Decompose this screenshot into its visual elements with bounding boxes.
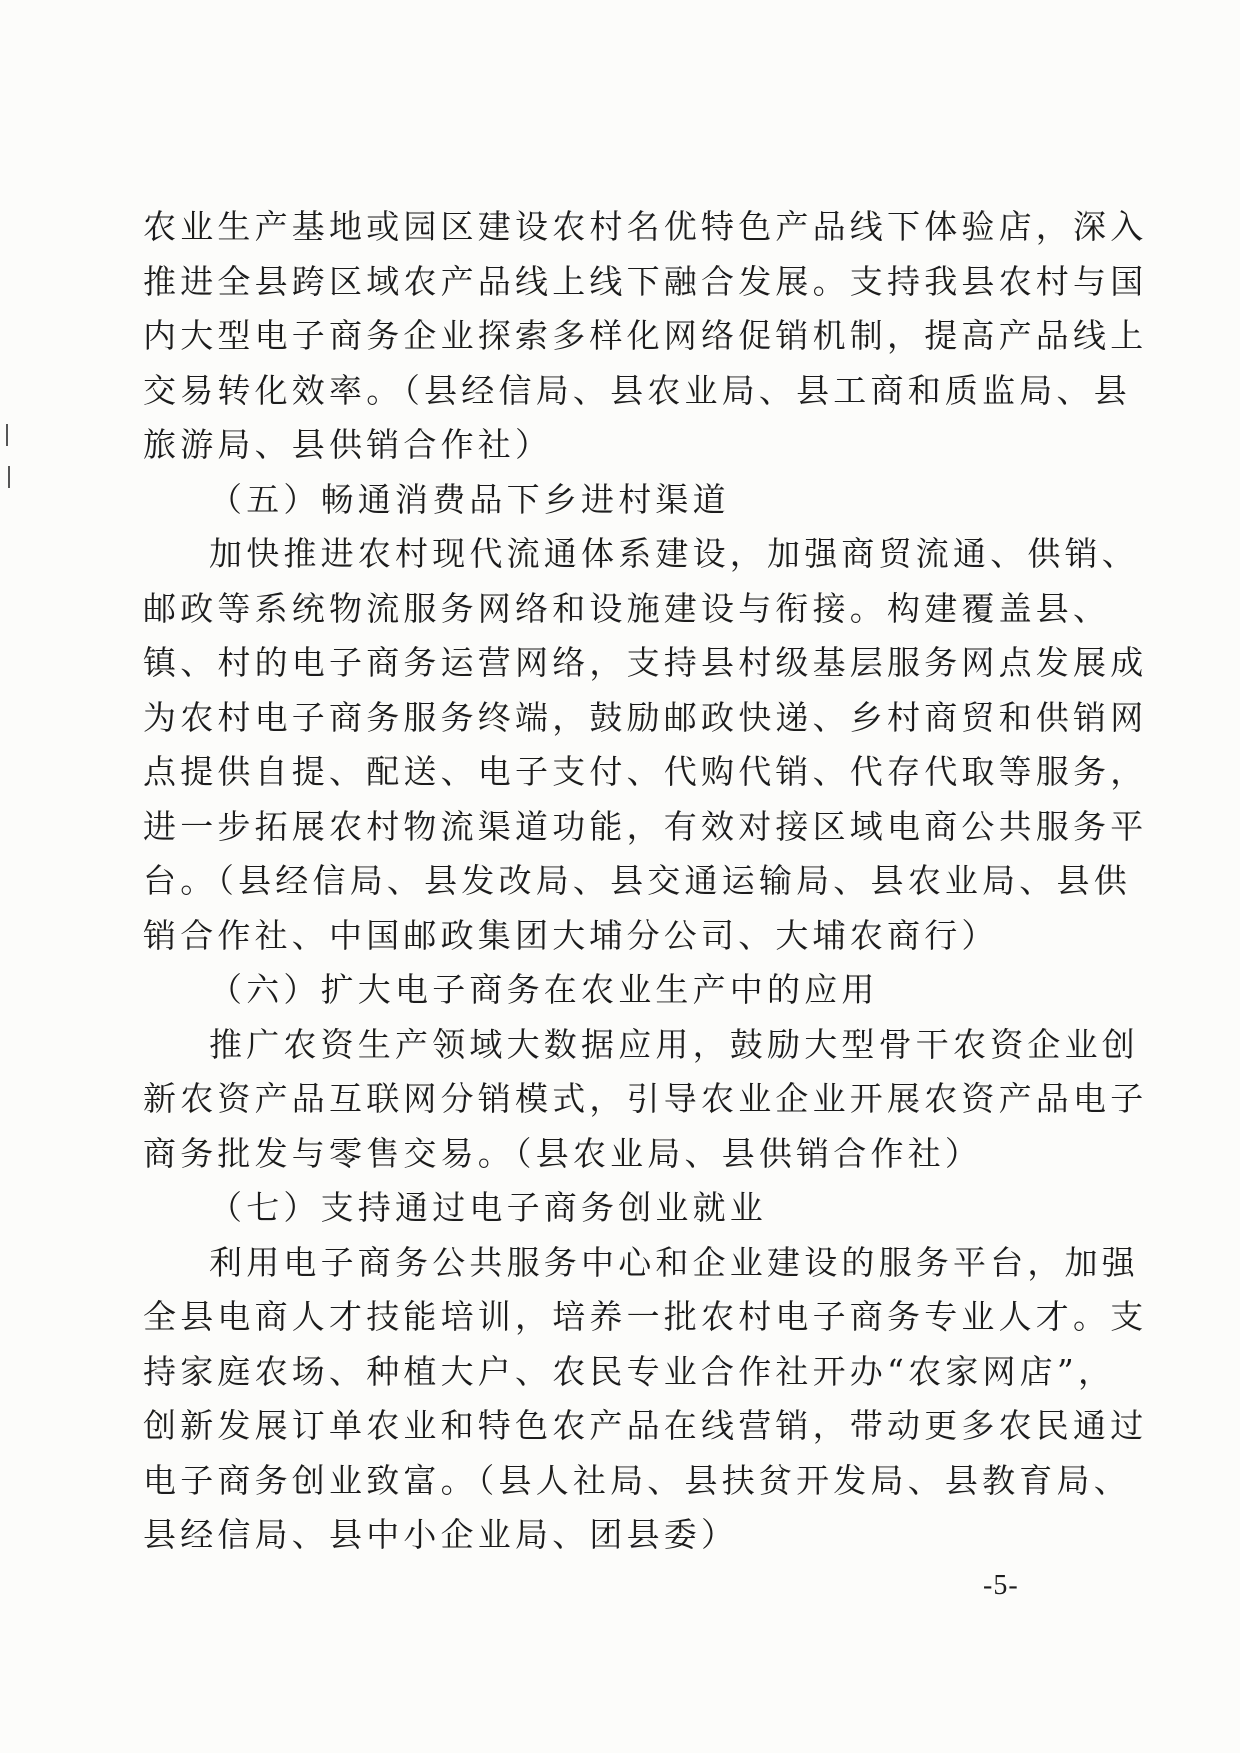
text-line: 销合作社、中国邮政集团大埔分公司、大埔农商行） — [143, 915, 999, 955]
text-line: 农业生产基地或园区建设农村名优特色产品线下体验店，深入 — [143, 207, 1148, 246]
section-heading: （七）支持通过电子商务创业就业 — [209, 1188, 767, 1227]
paragraph-first-line: 利用电子商务公共服务中心和企业建设的服务平台，加强 — [209, 1242, 1139, 1282]
text-line: 全县电商人才技能培训，培养一批农村电子商务专业人才。支 — [143, 1297, 1148, 1336]
text-line: 镇、村的电子商务运营网络，支持县村级基层服务网点发展成 — [143, 643, 1148, 682]
paragraph-first-line: 推广农资生产领域大数据应用，鼓励大型骨干农资企业创 — [209, 1024, 1139, 1064]
text-line: 邮政等系统物流服务网络和设施建设与衔接。构建覆盖县、 — [143, 588, 1111, 628]
text-line: 进一步拓展农村物流渠道功能，有效对接区域电商公共服务平 — [143, 806, 1148, 846]
document-body — [143, 200, 1148, 1563]
text-line: 台。（县经信局、县发改局、县交通运输局、县农业局、县供 — [143, 861, 1131, 900]
text-line: 商务批发与零售交易。（县农业局、县供销合作社） — [143, 1133, 983, 1173]
text-line: 交易转化效率。（县经信局、县农业局、县工商和质监局、县 — [143, 370, 1131, 410]
page-number: -5- — [983, 1570, 1019, 1601]
text-line: 旅游局、县供销合作社） — [143, 425, 553, 464]
text-line: 为农村电子商务服务终端，鼓励邮政快递、乡村商贸和供销网 — [143, 697, 1148, 737]
text-line: 电子商务创业致富。（县人社局、县扶贫开发局、县教育局、 — [143, 1460, 1131, 1500]
paragraph-first-line: 加快推进农村现代流通体系建设，加强商贸流通、供销、 — [209, 534, 1139, 573]
text-line: 新农资产品互联网分销模式，引导农业企业开展农资产品电子 — [143, 1079, 1148, 1118]
text-line: 县经信局、县中小企业局、团县委） — [143, 1515, 739, 1554]
text-line: 推进全县跨区域农产品线上线下融合发展。支持我县农村与国 — [143, 261, 1148, 301]
text-line: 持家庭农场、种植大户、农民专业合作社开办“农家网店”， — [143, 1351, 1116, 1391]
section-heading: （六）扩大电子商务在农业生产中的应用 — [209, 970, 879, 1009]
text-line: 内大型电子商务企业探索多样化网络促销机制，提高产品线上 — [143, 316, 1148, 355]
binding-mark — [6, 424, 8, 446]
text-line: 创新发展订单农业和特色农产品在线营销，带动更多农民通过 — [143, 1406, 1148, 1445]
section-heading: （五）畅通消费品下乡进村渠道 — [209, 479, 730, 519]
binding-mark — [8, 466, 10, 488]
text-line: 点提供自提、配送、电子支付、代购代销、代存代取等服务， — [143, 752, 1148, 791]
